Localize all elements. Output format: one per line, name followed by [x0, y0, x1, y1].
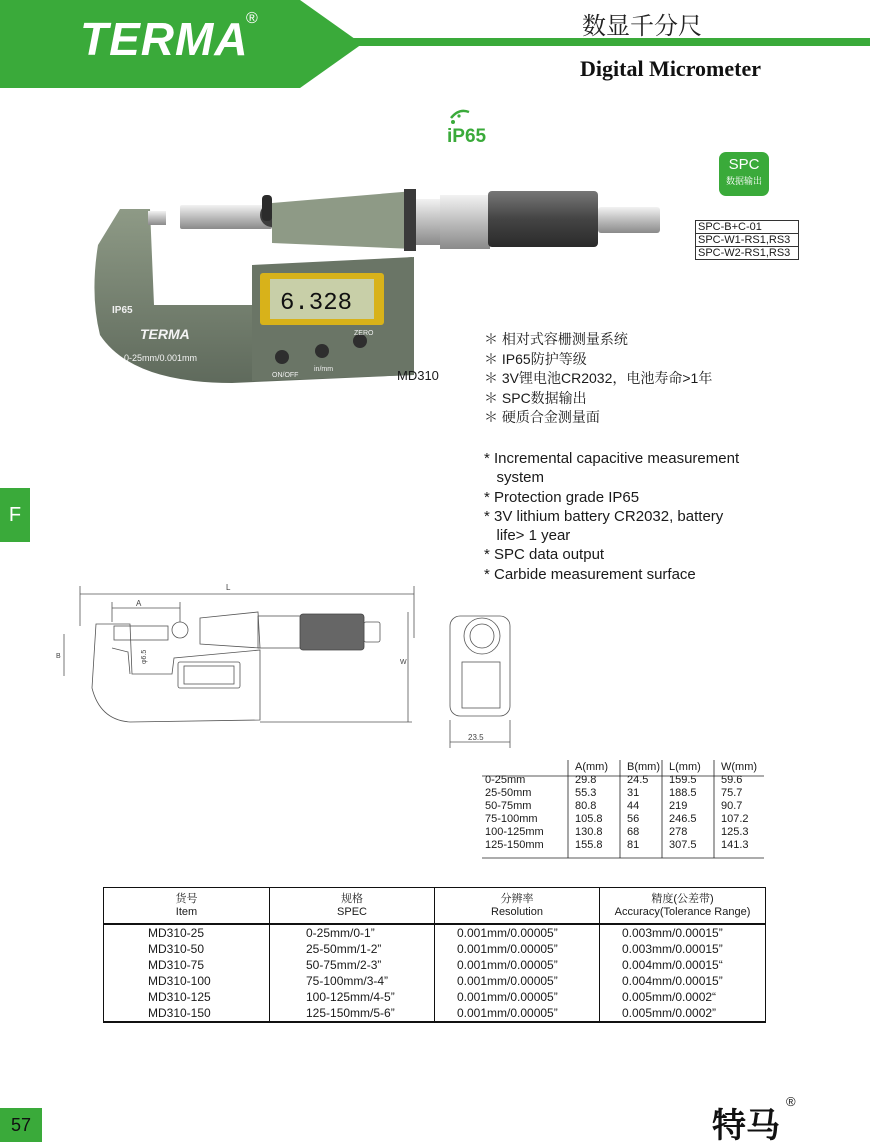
spec-cell: 25-50mm/1-2”: [270, 941, 435, 957]
dim-label-depth: 23.5: [468, 733, 484, 742]
spc-badge: [719, 152, 769, 196]
dim-header: [483, 761, 573, 774]
feature-en-item: * Protection grade IP65: [484, 488, 640, 506]
dim-cell: 246.5: [669, 813, 697, 825]
dim-cell: 80.8: [575, 800, 597, 812]
dim-cell: 307.5: [669, 839, 697, 851]
spec-header-en: Resolution: [491, 905, 543, 918]
dim-label-phi: φ6.5: [141, 649, 148, 664]
dim-cell: 107.2: [721, 813, 749, 825]
features-en-list: [484, 449, 739, 584]
spec-cell: 125-150mm/5-6”: [270, 1005, 435, 1022]
dim-row: [483, 826, 771, 839]
body-brand-label: TERMA: [140, 326, 190, 342]
feature-cn-item: ＊ 3V锂电池CR2032，电池寿命>1年: [484, 370, 713, 386]
dim-cell: 75-100mm: [485, 813, 538, 825]
spec-cell: 50-75mm/2-3”: [270, 957, 435, 973]
dim-cell: 75.7: [721, 787, 743, 799]
spc-badge-subtitle: 数据输出: [725, 176, 762, 186]
spec-header-cn: 规格: [341, 892, 363, 905]
ip65-icon: [445, 108, 491, 148]
dim-label-b: B: [56, 653, 61, 660]
feature-en-item: * 3V lithium battery CR2032, battery: [484, 507, 724, 525]
dim-header: B(mm): [627, 761, 660, 773]
terma-logo: TERMA: [80, 13, 249, 65]
spec-cell: 0.001mm/0.00005”: [435, 1005, 600, 1022]
spc-cable-table: [695, 220, 799, 260]
spec-header-en: SPEC: [337, 905, 367, 918]
spec-header-resolution: [435, 888, 600, 925]
footer-brand-mark: ®: [786, 1094, 796, 1109]
spec-cell: MD310-125: [104, 989, 270, 1005]
section-tab: F: [0, 488, 30, 542]
footer-brand: 特马: [712, 1106, 780, 1146]
spc-cable-item: SPC-W1-RS1,RS3: [696, 234, 799, 247]
spec-header-en: Accuracy(Tolerance Range): [614, 905, 751, 918]
page-number: 57: [0, 1108, 42, 1142]
dim-cell: 105.8: [575, 813, 603, 825]
spec-row: [104, 989, 766, 1005]
dim-row: [483, 839, 771, 852]
feature-en-item: * Carbide measurement surface: [484, 565, 696, 583]
feature-cn-item: ＊ IP65防护等级: [484, 350, 587, 367]
display-reading: 6.328: [280, 290, 353, 317]
spec-header-cn: 货号: [175, 892, 198, 905]
feature-en-item: * Incremental capacitive measurement: [484, 450, 740, 467]
dim-cell: 141.3: [721, 839, 749, 851]
dim-cell: 56: [627, 813, 640, 825]
spec-row: [104, 941, 766, 957]
feature-en-item: life> 1 year: [484, 527, 571, 545]
spec-cell: 100-125mm/4-5”: [270, 989, 435, 1005]
dim-cell: 55.3: [575, 787, 597, 799]
spec-cell: MD310-50: [104, 941, 270, 957]
spec-cell: 0.001mm/0.00005”: [435, 941, 600, 957]
dim-cell: 125.3: [721, 826, 749, 838]
spec-cell: 0.004mm/0.00015“: [600, 957, 766, 973]
feature-en-item: * SPC data output: [484, 546, 605, 564]
logo-registered-mark: ®: [246, 10, 258, 27]
dim-cell: 90.7: [721, 800, 743, 812]
spec-cell: 75-100mm/3-4”: [270, 973, 435, 989]
spec-cell: 0.004mm/0.00015”: [600, 973, 766, 989]
dim-cell: 50-75mm: [485, 800, 532, 812]
spec-header-cn: 精度(公差带): [651, 892, 714, 905]
ip65-text: iP65: [447, 126, 487, 147]
dim-label-l: L: [226, 583, 231, 592]
dimensions-table: [483, 761, 771, 852]
spec-cell: 0.005mm/0.0002“: [600, 989, 766, 1005]
btn-inmm-label: in/mm: [314, 366, 334, 373]
spec-header-cn: 分辨率: [500, 892, 534, 905]
dim-cell: 59.6: [721, 774, 743, 786]
spec-header-spec: [270, 888, 435, 925]
dim-header: L(mm): [669, 761, 701, 773]
spec-cell: MD310-75: [104, 957, 270, 973]
dim-cell: 278: [669, 826, 688, 838]
spec-cell: 0.001mm/0.00005”: [435, 989, 600, 1005]
feature-cn-item: ＊ 硬质合金测量面: [484, 409, 600, 425]
page-title-en: Digital Micrometer: [580, 56, 762, 81]
spec-row: [104, 973, 766, 989]
spec-header-item: [104, 888, 270, 925]
spc-cable-item: SPC-W2-RS1,RS3: [696, 247, 799, 260]
spec-cell: 0-25mm/0-1”: [270, 924, 435, 941]
dim-cell: 130.8: [575, 826, 603, 838]
dim-cell: 125-150mm: [485, 839, 544, 851]
spec-cell: MD310-150: [104, 1005, 270, 1022]
dim-cell: 155.8: [575, 839, 603, 851]
spec-cell: 0.003mm/0.00015”: [600, 924, 766, 941]
dim-row: [483, 800, 771, 813]
btn-onoff-label: ON/OFF: [272, 372, 299, 379]
model-label: MD310: [397, 368, 439, 383]
spec-cell: 0.001mm/0.00005”: [435, 957, 600, 973]
dim-row: [483, 787, 771, 800]
spec-cell: MD310-25: [104, 924, 270, 941]
spc-cable-item: SPC-B+C-01: [696, 221, 799, 234]
dim-cell: 24.5: [627, 774, 649, 786]
features-cn-list: [484, 330, 712, 428]
dim-cell: 219: [669, 800, 688, 812]
technical-drawing: [50, 578, 525, 750]
body-range-label: 0-25mm/0.001mm: [124, 353, 198, 363]
dim-cell: 188.5: [669, 787, 697, 799]
spec-cell: MD310-100: [104, 973, 270, 989]
body-ip-label: IP65: [112, 305, 133, 316]
dim-cell: 100-125mm: [485, 826, 544, 838]
feature-en-item: system: [484, 469, 545, 487]
spec-row: [104, 1005, 766, 1022]
spec-row: [104, 957, 766, 973]
dim-cell: 81: [627, 839, 640, 851]
spec-header-en: Item: [175, 905, 198, 918]
dim-cell: 0-25mm: [485, 774, 526, 786]
spec-cell: 0.001mm/0.00005”: [435, 924, 600, 941]
dim-cell: 29.8: [575, 774, 597, 786]
dim-cell: 31: [627, 787, 640, 799]
page-title-cn: 数显千分尺: [582, 12, 702, 40]
spec-row: [104, 924, 766, 941]
spc-badge-title: SPC: [728, 156, 760, 173]
spec-cell: 0.003mm/0.00015”: [600, 941, 766, 957]
spec-header-accuracy: [600, 888, 766, 925]
dim-cell: 159.5: [669, 774, 697, 786]
dim-label-a: A: [136, 599, 142, 608]
spec-cell: 0.001mm/0.00005”: [435, 973, 600, 989]
spec-table: [103, 887, 766, 1023]
dim-row: [483, 813, 771, 826]
feature-cn-item: ＊ SPC数据输出: [484, 389, 587, 406]
dim-cell: 25-50mm: [485, 787, 532, 799]
dim-label-w: W: [400, 659, 407, 666]
feature-cn-item: ＊ 相对式容栅测量系统: [484, 331, 628, 347]
dim-cell: 44: [627, 800, 640, 812]
dim-row: [483, 774, 771, 787]
btn-zero-label: ZERO: [354, 330, 374, 337]
dim-header: A(mm): [575, 761, 608, 773]
dim-header: W(mm): [721, 761, 758, 773]
dim-cell: 68: [627, 826, 640, 838]
spec-cell: 0.005mm/0.0002”: [600, 1005, 766, 1022]
